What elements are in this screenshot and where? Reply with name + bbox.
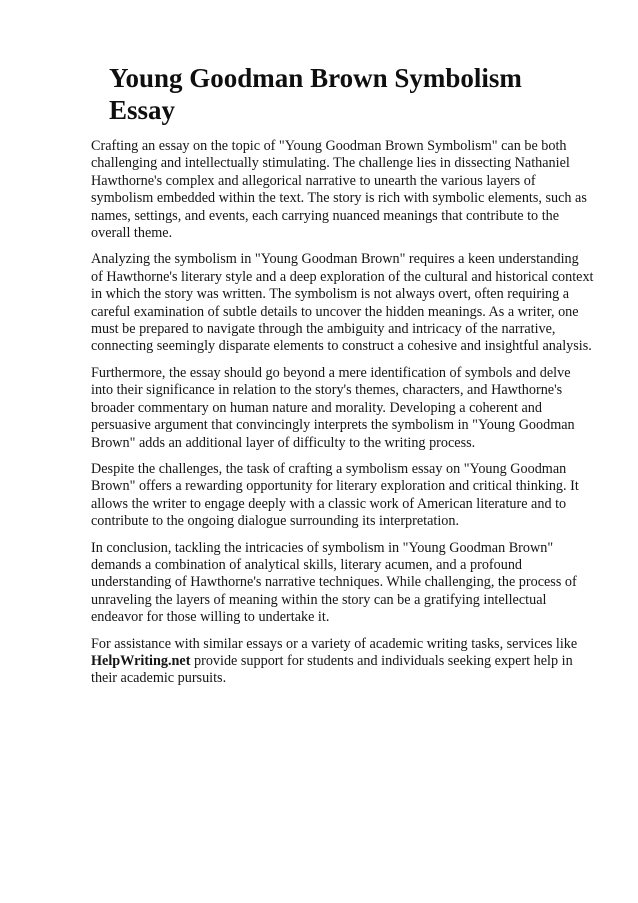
paragraph-4: Despite the challenges, the task of crafting a symbolism essay on "Young Goodman Brown" offers a rewarding opportunity for literary exploration and critical thinking. It allows the writer to engage deeply with a classic work of American literature and to contribute to the ongoing dialogue surrounding its interpretation. (91, 460, 579, 530)
paragraph-2: Analyzing the symbolism in "Young Goodman Brown" requires a keen understanding of Hawthorne's literary style and a deep exploration of the cultural and historical context in which the story was written. The symbolism is not always overt, often requiring a careful examination of subtle details to uncover the hidden meanings. As a writer, one must be prepared to navigate through the ambiguity and intricacy of the narrative, connecting seemingly disparate elements to construct a cohesive and insightful analysis. (91, 251, 594, 355)
paragraph-5: In conclusion, tackling the intricacies of symbolism in "Young Goodman Brown" demands a combination of analytical skills, literary acumen, and a profound understanding of Hawthorne's narrative techniques. While challenging, the process of unraveling the layers of meaning within the story can be a gratifying intellectual endeavor for those willing to undertake it. (91, 539, 577, 626)
document-title: Young Goodman Brown Symbolism Essay (109, 63, 522, 125)
closing-text-after: provide support for students and individuals seeking expert help in their academic pursuits. (91, 652, 573, 687)
closing-paragraph (91, 636, 594, 688)
closing-text-before: For assistance with similar essays or a variety of academic writing tasks, services like (91, 635, 578, 652)
paragraph-1: Crafting an essay on the topic of "Young Goodman Brown Symbolism" can be both challenging and intellectually stimulating. The challenge lies in dissecting Nathaniel Hawthorne's complex and allegorical narrative to unearth the various layers of symbolism embedded within the text. The story is rich with symbolic elements, such as names, settings, and events, each carrying nuanced meanings that contribute to the overall theme. (91, 138, 587, 242)
paragraph-3: Furthermore, the essay should go beyond a mere identification of symbols and delve into their significance in relation to the story's themes, characters, and Hawthorne's broader commentary on human nature and morality. Developing a coherent and persuasive argument that convincingly interprets the symbolism in "Young Goodman Brown" adds an additional layer of difficulty to the writing process. (91, 364, 575, 451)
service-brand-name: HelpWriting.net (91, 652, 191, 669)
